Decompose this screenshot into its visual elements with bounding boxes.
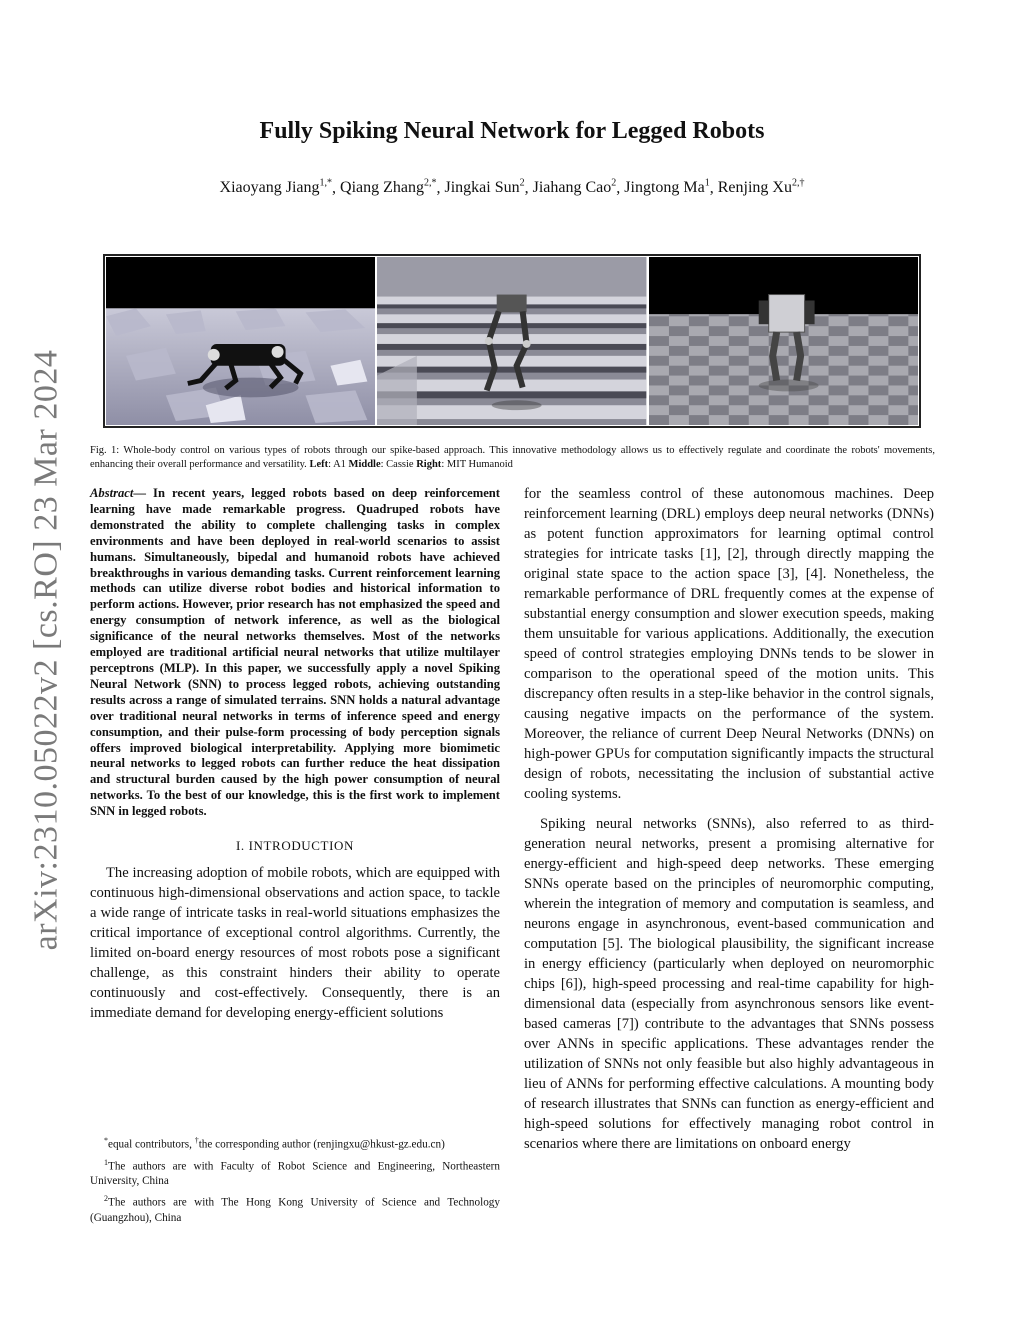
intro-paragraph: The increasing adoption of mobile robots, which are equipped with continuous high-dimensional observations and action space, to tackle a wide range of intricate tasks in real-world situations emphasizes the critical importance of exceptional control algorithms. Currently, the limited on-board energy resources of most robots pose a significant challenge, as this constraint hinders their ability to operate continuously and cost-effectively. Consequently, there is an immediate demand for developing energy-efficient solutions bbox=[90, 865, 500, 1022]
body-paragraph: for the seamless control of these autonomous machines. Deep reinforcement learning (DRL) employs deep neural networks (DNNs) as potent function approximators for learning optimal control strategies for intricate tasks [1], [2], through directly mapping the original state space to the action space [3], [4]. Nonetheless, the remarkable performance of DRL frequently comes at the expense of substantial energy consumption and slower execution speeds, making them unsuitable for various applications. Additionally, the execution speed of control strategies employing DNNs tends to be slower in comparison to the operational speed of the motion units. This discrepancy often results in a step-like behavior in the control signals, causing negative impacts on the performance of the system. Moreover, the reliance of current Deep Neural Networks (DNNs) on high-power GPUs for computation significantly impacts the structural design of robots, necessitating the inclusion of substantial active cooling systems. bbox=[524, 486, 934, 802]
figure-panel-mit-humanoid bbox=[649, 257, 918, 425]
right-column bbox=[524, 484, 934, 1154]
footnotes bbox=[90, 1133, 500, 1228]
footnote: *equal contributors, †the corresponding author (renjingxu@hkust-gz.edu.cn) bbox=[104, 1136, 445, 1151]
author: Renjing $Xu^{2,\dagger}$ bbox=[717, 178, 805, 197]
author: Jiahang Cao$^2$ bbox=[532, 178, 617, 197]
footnote: $^1$The authors are with Faculty of Robot Science and Engineering, Northeastern University, China bbox=[90, 1157, 500, 1188]
left-column bbox=[90, 486, 500, 1023]
author: Xiaoyang Jiang$^{1,*}$ bbox=[219, 178, 333, 197]
humanoid-robot-illustration bbox=[649, 257, 918, 425]
quadruped-robot-illustration bbox=[106, 257, 375, 425]
footnote: $^2$The authors are with The Hong Kong University of Science and Technology (Guangzhou), China bbox=[90, 1194, 500, 1225]
figure-caption: Fig. 1: Whole-body control on various types of robots through our spike-based approach. This innovative methodology allows us to effectively regulate and coordinate the robots' movements, enhancing their overall performance and versatility. Left: A1 Middle: Cassie Right: MIT Humanoid bbox=[90, 445, 935, 470]
figure-1 bbox=[103, 254, 921, 428]
arxiv-identifier: arXiv:2310.05022v2 [cs.RO] 23 Mar 2024 bbox=[27, 349, 65, 951]
section-heading-introduction: I. INTRODUCTION bbox=[235, 838, 355, 854]
abstract: Abstract— In recent years, legged robots based on deep reinforcement learning have made remarkable progress. Quadruped robots have demonstrated the ability to complete challenging tasks in complex environments and have been deployed in real-world scenarios to assist humans. Simultaneously, bipedal and humanoid robots have achieved breakthroughs in various demanding tasks. Current reinforcement learning methods can utilize diverse robot bodies and historical information to perform actions. However, prior research has not emphasized the speed and energy consumption of network inference, as well as the biological significance of the neural networks themselves. Most of the networks employed are traditional artificial neural networks that utilize multilayer perceptrons (MLP). In this paper, we successfully apply a novel Spiking Neural Network (SNN) to process legged robots, achieving outstanding results across a range of simulated terrains. SNN holds a natural advantage over traditional neural networks in terms of inference speed and energy consumption, and their pulse-form processing of body perception signals offers improved biological interpretability. Applying more biomimetic neural networks to legged robots can further reduce the heat dissipation and structural burden caused by the high power consumption of neural networks. To the best of our knowledge, this is the first work to implement SNN in legged robots. bbox=[90, 486, 500, 819]
body-paragraph: Spiking neural networks (SNNs), also referred to as third-generation neural networks, present a promising alternative for energy-efficient and high-speed deep networks. These emerging SNNs operate based on the principles of neuromorphic computing, wherein the integration of memory and computation is seamless, and neurons engage in asynchronous, event-based communication and computation [5]. The biological plausibility, the significant increase in energy efficiency (particularly when deployed on neuromorphic chips [6]), high-speed processing and real-time capability for high-dimensional data (especially from asynchronous sensors like event-based cameras [7]) contribute to the advantages that SNNs possess over ANNs in specific applications. These advantages render the utilization of SNNs not only feasible but also highly advantageous in lieu of ANNs for performing effective calculations. A mounting body of research illustrates that SNNs can function as energy-efficient and high-speed solutions for effectively managing robot control in scenarios where there are limitations on onboard energy bbox=[524, 816, 934, 1152]
figure-panel-a1 bbox=[106, 257, 375, 425]
arxiv-side-stamp bbox=[18, 350, 74, 950]
author-list: Xiaoyang Jiang$^{1,*}$, Qiang Zhang$^{2,*}$, Jingkai Sun$^2$, Jiahang Cao$^2$, Jingtong Ma$^1$, Renjing $Xu^{2,\dagger}$ bbox=[219, 178, 805, 197]
author: Qiang Zhang$^{2,*}$ bbox=[340, 178, 437, 197]
paper-title: Fully Spiking Neural Network for Legged Robots bbox=[259, 118, 765, 144]
author: Jingtong Ma$^1$ bbox=[624, 178, 710, 197]
author: Jingkai Sun$^2$ bbox=[444, 178, 525, 197]
biped-robot-illustration bbox=[377, 257, 646, 425]
figure-panel-cassie bbox=[377, 257, 646, 425]
